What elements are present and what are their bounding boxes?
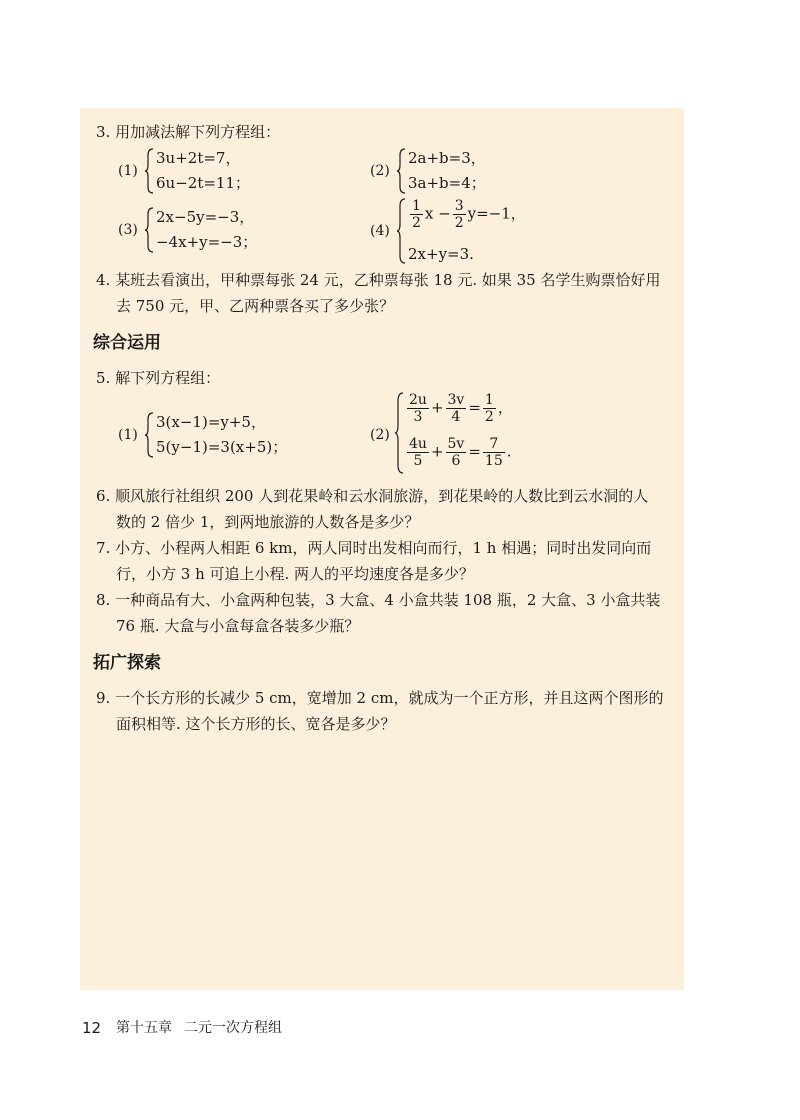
brace-icon: [396, 198, 406, 264]
section-heading-comprehensive: 综合运用: [93, 333, 161, 353]
system-label: (2): [370, 427, 390, 443]
brace-icon: [394, 392, 404, 474]
equation-line: 3a+b=4；: [408, 174, 486, 192]
equation-line: $\frac{2u}{3}$ + $\frac{3v}{4}$ = $\frac{1}{2}$ ，: [409, 392, 513, 425]
equation-system-3-2: [396, 148, 536, 194]
problem-7-line-2: 行，小方 3 h 可追上小程. 两人的平均速度各是多少？: [116, 565, 475, 583]
chapter-label: 第十五章: [116, 1020, 172, 1036]
equation-system-3-4: [396, 198, 586, 264]
equation-line: 6u−2t=11；: [156, 174, 250, 192]
equation-line: 3u+2t=7，: [156, 149, 241, 167]
fraction: $\frac{5v}{6}$: [447, 436, 465, 469]
problem-6-line-2: 数的 2 倍少 1，到两地旅游的人数各是多少？: [116, 513, 420, 531]
fraction: $\frac{1}{2}$: [412, 198, 421, 231]
problem-3-stem: 3. 用加减法解下列方程组：: [96, 123, 281, 141]
system-label: (2): [370, 163, 390, 179]
equation-line: 5(y−1)=3(x+5)；: [156, 438, 288, 456]
problem-6-line-1: 6. 顺风旅行社组织 200 人到花果岭和云水洞旅游，到花果岭的人数比到云水洞的人: [96, 487, 649, 505]
fraction: $\frac{7}{15}$: [484, 436, 503, 469]
equation-system-3-3: [144, 207, 324, 253]
fraction: $\frac{2u}{3}$: [409, 392, 427, 425]
system-label: (3): [118, 222, 138, 238]
fraction: $\frac{3v}{4}$: [447, 392, 465, 425]
fraction: $\frac{4u}{5}$: [409, 436, 427, 469]
equation-line: $\frac{4u}{5}$ + $\frac{5v}{6}$ = $\frac{7}{15}$ .: [409, 436, 512, 469]
brace-icon: [144, 412, 154, 458]
page-number: 12: [82, 1019, 102, 1037]
problem-8-line-1: 8. 一种商品有大、小盒两种包装，3 大盒、4 小盒共装 108 瓶，2 大盒、3 小盒共装: [96, 591, 661, 609]
problem-9-line-1: 9. 一个长方形的长减少 5 cm，宽增加 2 cm，就成为一个正方形，并且这两个图形的: [96, 689, 664, 707]
fraction: $\frac{3}{2}$: [454, 198, 464, 231]
problem-4-line-2: 去 750 元，甲、乙两种票各买了多少张？: [116, 297, 395, 315]
fraction: $\frac{1}{2}$: [484, 392, 494, 425]
system-label: (4): [370, 223, 390, 239]
brace-icon: [396, 148, 406, 194]
equation-system-5-2: [394, 392, 544, 474]
system-label: (1): [118, 427, 138, 443]
equation-line: 3(x−1)=y+5，: [156, 413, 266, 431]
equation-line: 2x+y=3.: [408, 245, 474, 263]
problem-5-stem: 5. 解下列方程组：: [96, 369, 221, 387]
equation-line: 2x−5y=−3，: [156, 208, 255, 226]
equation-system-3-1: [144, 148, 304, 194]
problem-9-line-2: 面积相等. 这个长方形的长、宽各是多少？: [116, 715, 396, 733]
equation-line: $\frac{1}{2}$ x − $\frac{3}{2}$ y=−1，: [412, 198, 526, 231]
equation-line: 2a+b=3，: [408, 149, 486, 167]
brace-icon: [144, 148, 154, 194]
problem-7-line-1: 7. 小方、小程两人相距 6 km，两人同时出发相向而行，1 h 相遇；同时出发同向而: [96, 539, 652, 557]
chapter-title: 二元一次方程组: [184, 1020, 282, 1036]
problem-4-line-1: 4. 某班去看演出，甲种票每张 24 元，乙种票每张 18 元. 如果 35 名学生购票恰好用: [96, 271, 661, 289]
brace-icon: [144, 207, 154, 253]
system-label: (1): [118, 163, 138, 179]
equation-system-5-1: [144, 412, 334, 458]
problem-8-line-2: 76 瓶. 大盒与小盒每盒各装多少瓶？: [116, 617, 360, 635]
section-heading-extension: 拓广探索: [93, 653, 161, 673]
equation-line: −4x+y=−3；: [156, 233, 258, 251]
